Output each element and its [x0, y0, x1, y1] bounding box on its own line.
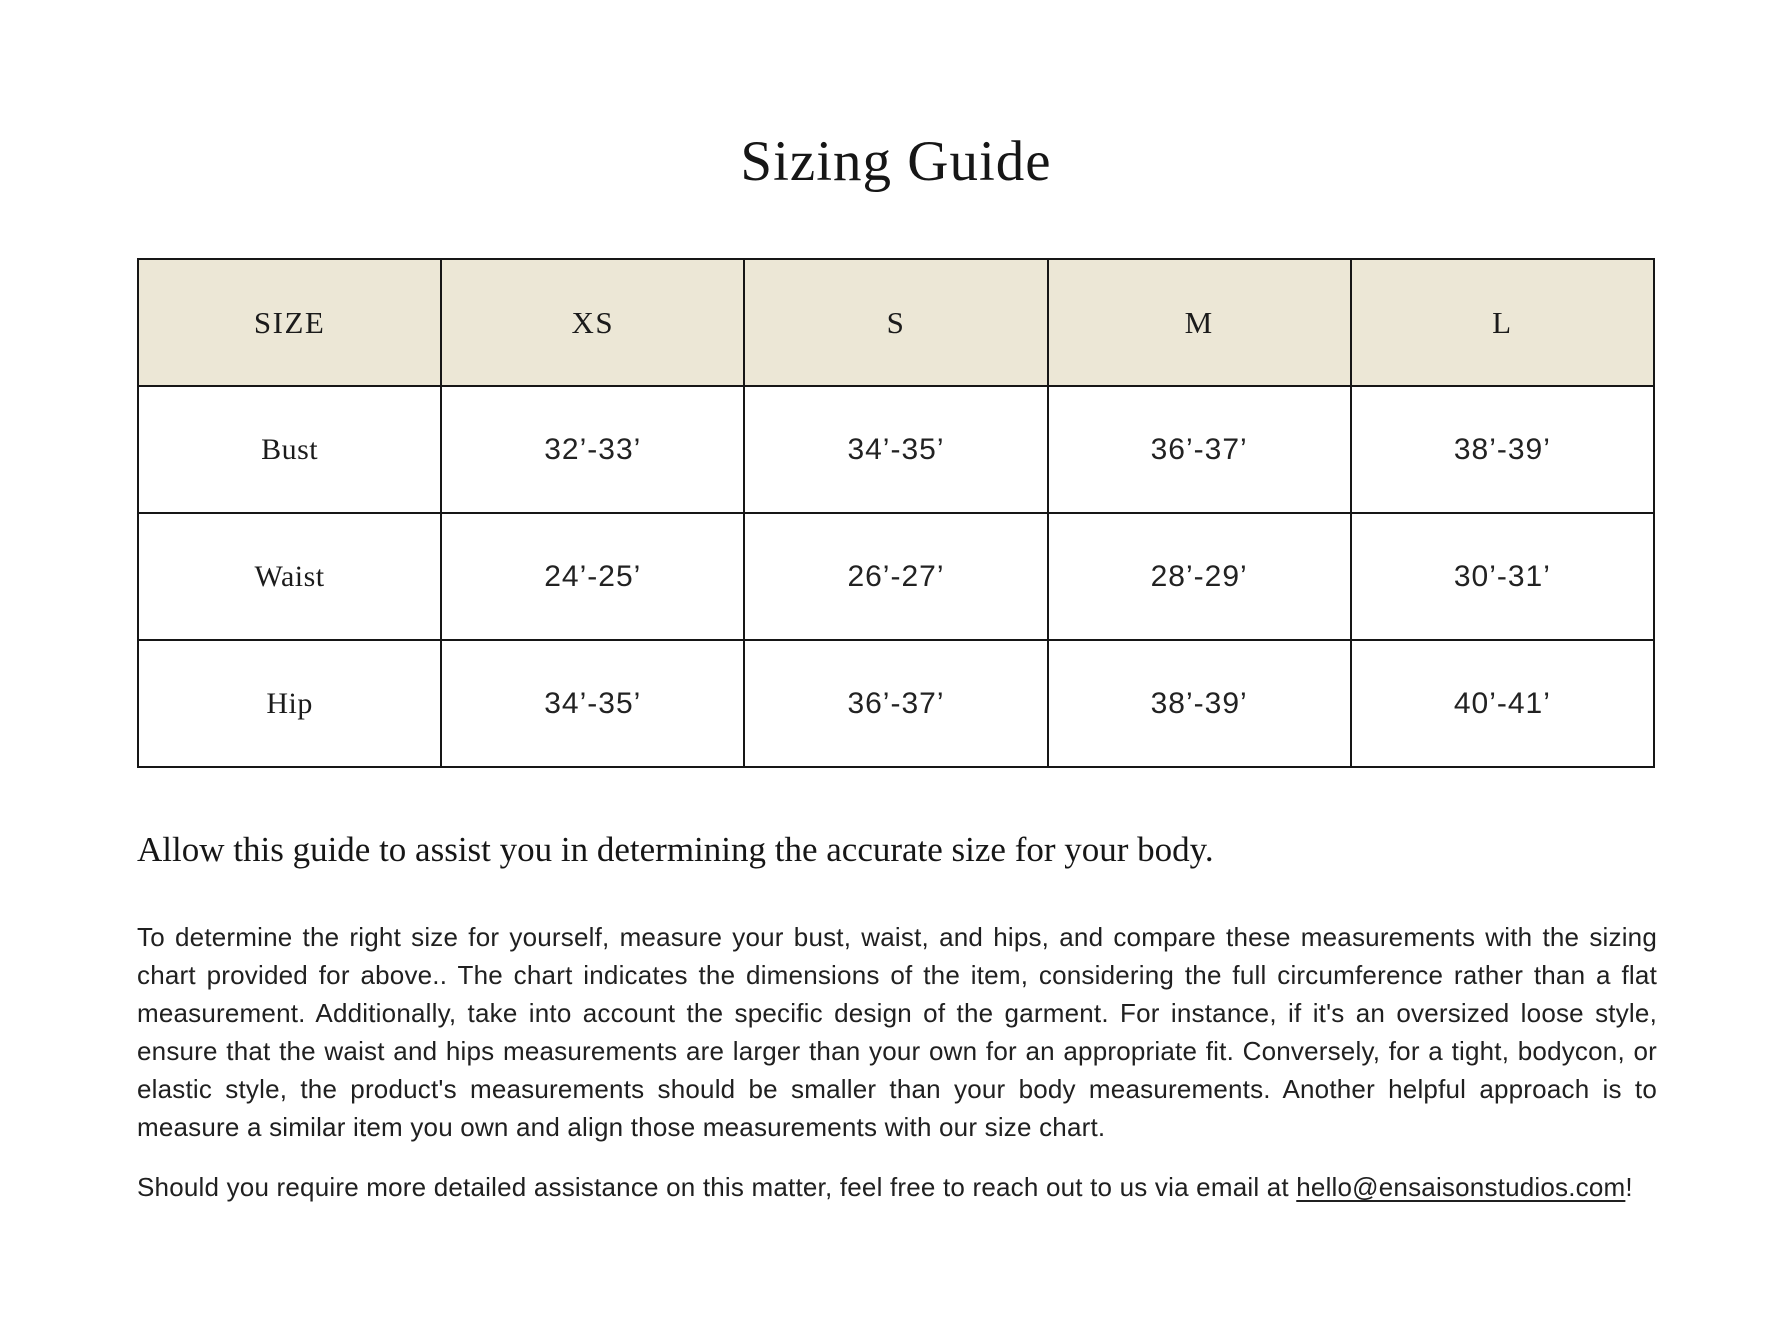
- table-row-waist: [138, 513, 1654, 640]
- bust-xs-value: 32’-33’: [441, 386, 744, 513]
- hip-xs-value: 34’-35’: [441, 640, 744, 767]
- hip-s-value: 36’-37’: [744, 640, 1047, 767]
- contact-line: [137, 1168, 1657, 1206]
- header-cell-l: L: [1351, 259, 1654, 386]
- waist-l-value: 30’-31’: [1351, 513, 1654, 640]
- bust-l-value: 38’-39’: [1351, 386, 1654, 513]
- email-link[interactable]: hello@ensaisonstudios.com: [1296, 1172, 1626, 1202]
- waist-s-value: 26’-27’: [744, 513, 1047, 640]
- row-label-bust: Bust: [138, 386, 441, 513]
- waist-xs-value: 24’-25’: [441, 513, 744, 640]
- table-row-bust: [138, 386, 1654, 513]
- bust-m-value: 36’-37’: [1048, 386, 1351, 513]
- header-cell-xs: XS: [441, 259, 744, 386]
- row-label-waist: Waist: [138, 513, 441, 640]
- lead-sentence: Allow this guide to assist you in determining the accurate size for your body.: [137, 830, 1214, 869]
- table-row-hip: [138, 640, 1654, 767]
- sizing-instructions-paragraph: To determine the right size for yourself, measure your bust, waist, and hips, and compare these measurements with the sizing chart provided for above.. The chart indicates the dimensions of the item, considering the full circumference rather than a flat measurement. Additionally, take into account the specific design of the garment. For instance, if it's an oversized loose style, ensure that the waist and hips measurements are larger than your own for an appropriate fit. Conversely, for a tight, bodycon, or elastic style, the product's measurements should be smaller than your body measurements. Another helpful approach is to measure a similar item you own and align those measurements with our size chart.: [137, 922, 1657, 1142]
- hip-m-value: 38’-39’: [1048, 640, 1351, 767]
- hip-l-value: 40’-41’: [1351, 640, 1654, 767]
- header-cell-m: M: [1048, 259, 1351, 386]
- row-label-hip: Hip: [138, 640, 441, 767]
- header-cell-size: SIZE: [138, 259, 441, 386]
- contact-text-suffix: !: [1625, 1172, 1633, 1202]
- contact-text-prefix: Should you require more detailed assistance on this matter, feel free to reach out to us via email at: [137, 1172, 1297, 1202]
- bust-s-value: 34’-35’: [744, 386, 1047, 513]
- header-cell-s: S: [744, 259, 1047, 386]
- waist-m-value: 28’-29’: [1048, 513, 1351, 640]
- table-header-row: [138, 259, 1654, 386]
- size-chart-table: [137, 258, 1655, 768]
- page-title: Sizing Guide: [740, 130, 1052, 193]
